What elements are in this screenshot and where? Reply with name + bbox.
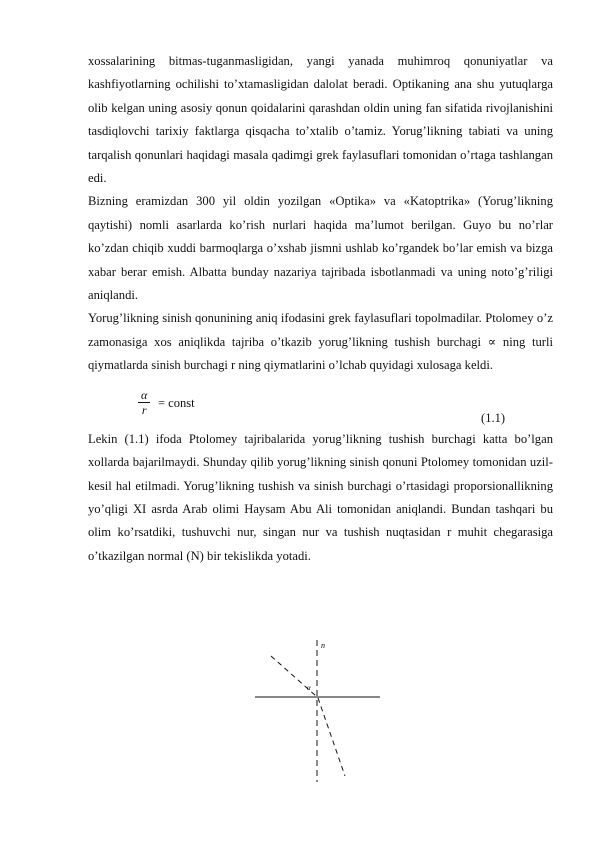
refraction-diagram (250, 638, 385, 784)
document-page (88, 50, 553, 568)
formula-numerator: α (138, 388, 150, 403)
paragraph-1: xossalarining bitmas-tuganmasligidan, yangi yanada muhimroq qonuniyatlar va kashfiyotlarning ochilishi to’xtamasligidan dalolat beradi. Optikaning ana shu yutuqlarga olib kelgan uning asosiy qonun qoidalarini qarashdan oldin uning fan sifatida rivojlanishini tasdiqlovchi tarixiy faktlarga qisqacha to’xtalib o’tamiz. Yorug’likning tabiati va uning tarqalish qonunlari haqidagi masala qadimgi grek faylasuflari tomonidan o’rtaga tashlangan edi. (88, 54, 553, 186)
formula-1-1 (88, 386, 553, 428)
refracted-ray (318, 698, 345, 776)
refraction-svg (250, 638, 385, 784)
paragraph-2: Bizning eramizdan 300 yil oldin yozilgan «Optika» va «Katoptrika» (Yorug’likning qaytishi) nomli asarlarda ko’rish nurlari haqida ma’lumot berilgan. Guyo bu no’rlar ko’zdan chiqib xuddi barmoqlarga o’xshab jismni ushlab ko’rgandek bo’lar emish va bizga xabar berar emish. Albatta bunday nazariya tajribada isbotlanmadi va uning noto’g’riligi aniqlandi. (88, 194, 553, 303)
paragraph-3: Yorug’likning sinish qonunining aniq ifodasini grek faylasuflari topolmadilar. Ptolomey o’z zamonasiga xos aniqlikda tajriba o’tkazib yorug’likning tushish burchagi ∝ ning turli qiymatlarda sinish burchagi r ning qiymatlarini o’lchab quyidagi xulosaga keldi. (88, 311, 553, 373)
formula-rhs: = const (158, 395, 195, 410)
formula-number: (1.1) (481, 410, 505, 425)
normal-label: n (321, 641, 325, 650)
formula-denominator: r (141, 402, 147, 417)
paragraph-4: Lekin (1.1) ifoda Ptolomey tajribalarida yorug’likning tushish burchagi katta bo’lgan xollarda bajarilmaydi. Shunday qilib yorug’likning sinish qonuni Ptolomey tomonidan uzil-kesil hal etilmadi. Yorug’likning tushish va sinish burchagi o’rtasidagi proporsionallikning yo’qligi XI asrda Arab olimi Haysam Abu Ali tomonidan aniqlandi. Bundan tashqari bu olim ko’rsatdiki, tushuvchi nur, singan nur va tushish nuqtasidan r muhit chegarasiga o’tkazilgan normal (N) bir tekislikda yotadi. (88, 431, 553, 563)
formula-fraction (138, 388, 150, 417)
angle-label: α (307, 684, 311, 692)
